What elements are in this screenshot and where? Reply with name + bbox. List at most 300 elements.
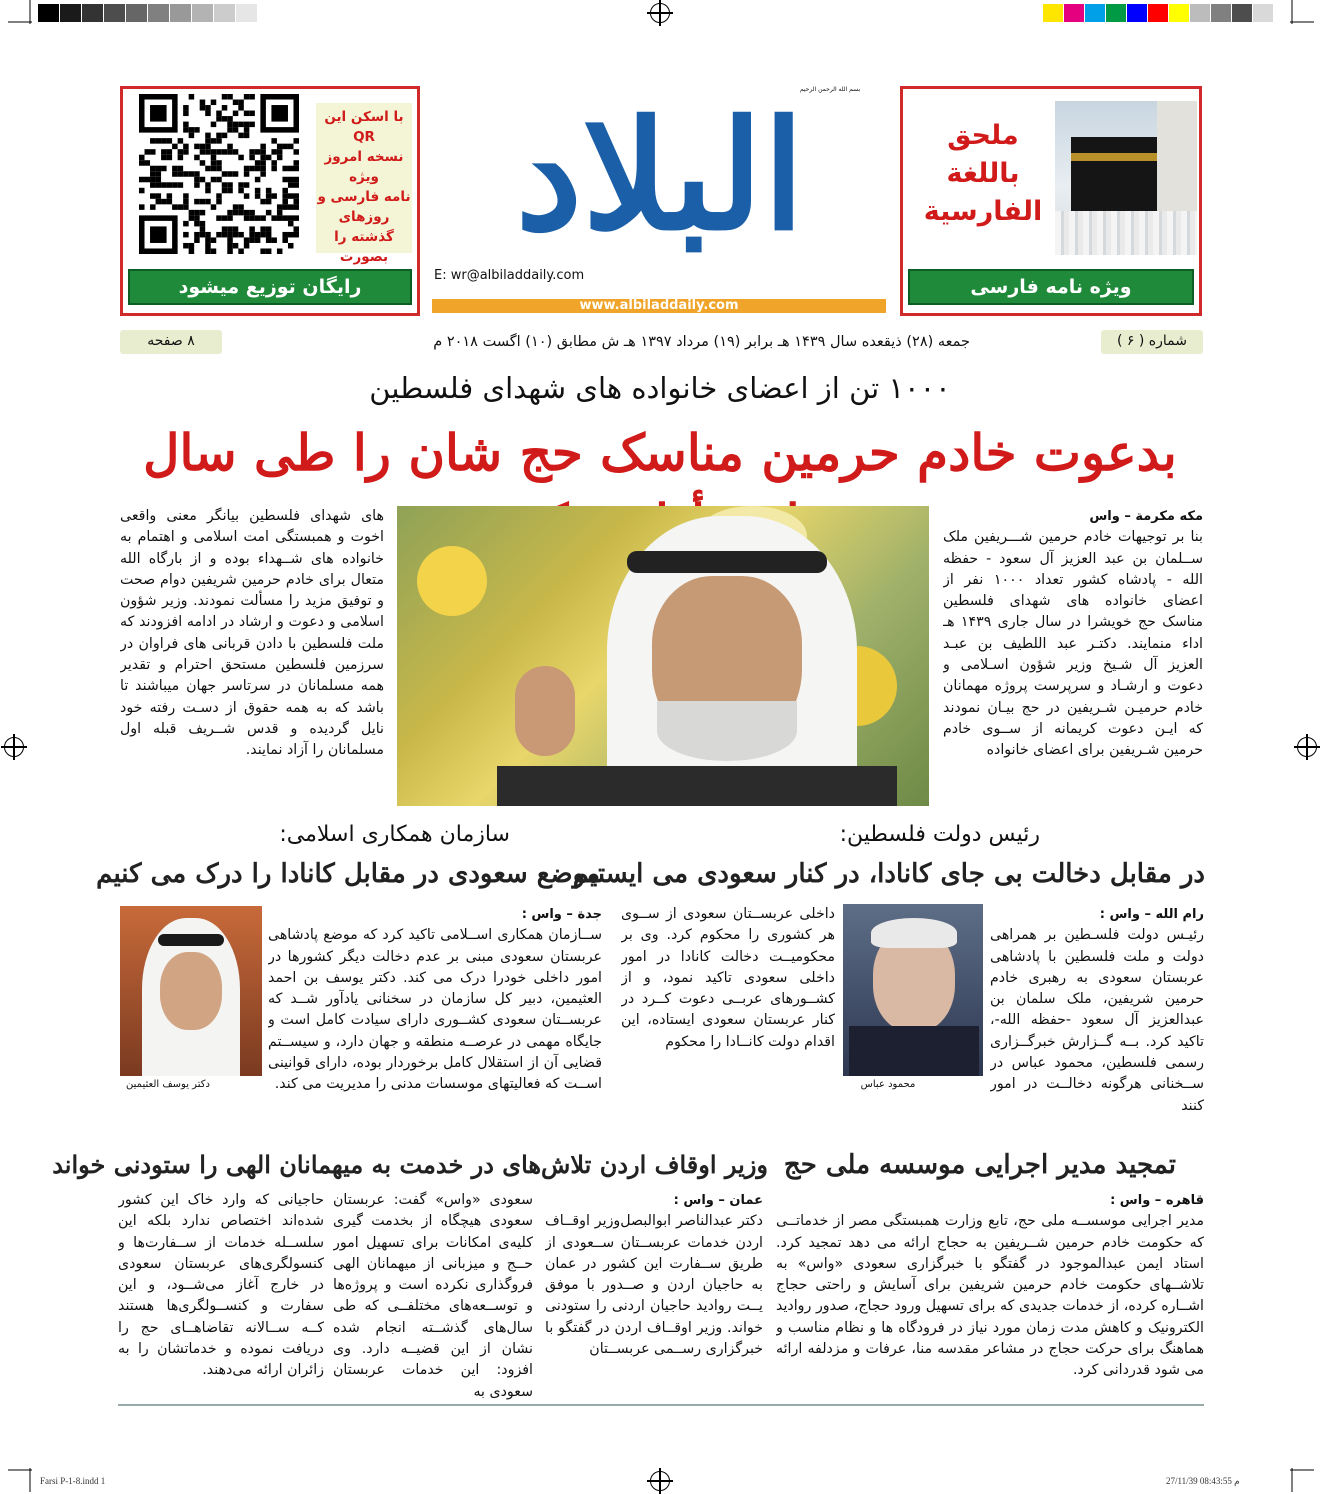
qr-module [227, 232, 233, 238]
oic-dateline: جدة – واس : [521, 907, 602, 922]
qr-module [227, 149, 233, 155]
color-swatch [1190, 4, 1211, 22]
mosque-structure [1157, 101, 1197, 211]
qr-module [260, 149, 266, 155]
qr-module [222, 182, 228, 188]
qr-module [260, 144, 266, 150]
bisht-robe [497, 766, 897, 806]
face [160, 952, 222, 1030]
gray-swatch [82, 4, 104, 22]
color-swatch [1232, 4, 1253, 22]
qr-module [255, 193, 261, 199]
qr-module [194, 155, 200, 161]
qr-module [150, 171, 156, 177]
free-distribution-bar: رایگان توزیع میشود [128, 269, 412, 305]
abbas-kicker: رئیس دولت فلسطین: [839, 822, 1040, 847]
qr-module [178, 155, 184, 161]
qr-module [222, 215, 228, 221]
qr-code[interactable] [128, 94, 310, 254]
qr-module [249, 122, 255, 128]
qr-module [244, 237, 250, 243]
qr-module [233, 226, 239, 232]
qr-module [205, 105, 211, 111]
qr-module [271, 193, 277, 199]
qr-module [244, 166, 250, 172]
qr-module [266, 193, 272, 199]
qr-module [189, 94, 195, 100]
qr-module [205, 237, 211, 243]
qr-text-line: بصورت [339, 249, 389, 265]
supplement-box [900, 86, 1202, 316]
qr-module [233, 232, 239, 238]
color-swatch [1085, 4, 1106, 22]
oic-headline: موضع سعودی در مقابل کانادا را درک می کنیم [96, 859, 600, 889]
qr-module [293, 138, 299, 144]
qr-module [200, 144, 206, 150]
jordan-column-1 [545, 1190, 763, 1400]
qr-module [249, 94, 255, 100]
qr-module [167, 199, 173, 205]
qr-module [244, 182, 250, 188]
qr-module [238, 232, 244, 238]
issue-number: شماره ( ۶ ) [1101, 330, 1203, 354]
qr-module [178, 182, 184, 188]
gray-swatch [148, 4, 170, 22]
qr-module [178, 166, 184, 172]
lead-kicker: ۱۰۰۰ تن از اعضای خانواده های شهدای فلسطین [369, 371, 951, 405]
qr-module [150, 138, 156, 144]
qr-module [216, 232, 222, 238]
qr-finder [150, 105, 167, 122]
hajj-director-headline: تمجید مدیر اجرایی موسسه ملی حج [783, 1150, 1176, 1180]
qr-finder [271, 105, 288, 122]
qr-module [260, 160, 266, 166]
abbas-right-text: رئیـس دولت فلسـطین بر همراهی دولت و ملت فلسطین با پادشاهی عربستان سعودی به رهبری خادم حرمین شریفین، ملک سلمان بن عبدالعزیز آل سعود -حفظه الله-، تاکید کرد. بــه گــزارش خبرگــزاری رسمی فلسطین، محمود عباس در ســخنانی هرگونه دخالــت در امور کنند [990, 927, 1204, 1114]
qr-module [260, 155, 266, 161]
qr-module [205, 243, 211, 249]
qr-module [288, 144, 294, 150]
gray-swatch [126, 4, 148, 22]
qr-module [183, 149, 189, 155]
qr-module [205, 133, 211, 139]
qr-module [194, 144, 200, 150]
qr-module [189, 127, 195, 133]
qr-module [183, 193, 189, 199]
qr-module [277, 149, 283, 155]
qr-module [211, 149, 217, 155]
qr-module [233, 100, 239, 106]
flower-decoration [417, 546, 487, 616]
qr-module [222, 149, 228, 155]
abbas-right-column [990, 904, 1204, 1132]
qr-module [233, 210, 239, 216]
qr-module [282, 166, 288, 172]
mahmoud-abbas-photo [843, 904, 983, 1076]
qr-module [293, 193, 299, 199]
qr-module [200, 232, 206, 238]
qr-module [216, 111, 222, 117]
qr-module [145, 160, 151, 166]
qr-module [194, 177, 200, 183]
qr-module [139, 155, 145, 161]
qr-module [216, 149, 222, 155]
qr-module [222, 94, 228, 100]
qr-module [288, 243, 294, 249]
qr-module [161, 199, 167, 205]
qr-module [156, 177, 162, 183]
page-count: ۸ صفحه [120, 330, 222, 354]
qr-module [150, 182, 156, 188]
qr-module [293, 199, 299, 205]
qr-module [189, 210, 195, 216]
qr-module [233, 127, 239, 133]
pilgrims-crowd [1055, 211, 1197, 255]
color-swatch [1106, 4, 1127, 22]
qr-module [205, 138, 211, 144]
qr-module [271, 237, 277, 243]
qr-module [293, 226, 299, 232]
qr-module [249, 149, 255, 155]
qr-module [238, 204, 244, 210]
qr-module [145, 177, 151, 183]
qr-module [293, 149, 299, 155]
qr-module [211, 204, 217, 210]
qr-module [255, 188, 261, 194]
jordan-column-3 [118, 1190, 324, 1400]
yousef-othaimeen-photo [120, 906, 262, 1076]
qr-module [271, 160, 277, 166]
qr-module [244, 215, 250, 221]
qr-module [277, 144, 283, 150]
grayscale-calibration-bar [38, 4, 280, 22]
abbas-headline: در مقابل دخالت بی جای کانادا، در کنار سعودی می ایستیم [572, 859, 1205, 889]
qr-module [282, 204, 288, 210]
qr-module [227, 127, 233, 133]
qr-module [205, 248, 211, 254]
oic-column [268, 904, 602, 1126]
oic-text: ســازمان همکاری اســلامی تاکید کرد که موضع پادشاهی عربستان سعودی مبنی بر عدم دخالت دیگر کشورها در امور داخلی خودرا درک می کند. دکتر یوسف بن احمد العثیمین، دبیر کل سازمان در سخنانی یادآور شــد که عربســتان سعودی کشــوری دارای سیادت کامل است و جایگاه مهمی در عرصــه منطقه و جهان دارد، و سیســتم قضایی آن از استقلال کامل برخوردار بوده، دارای قوانینی اســت که فعالیتهای موسسات مدنی را مدیریت می کند. [268, 927, 602, 1093]
qr-module [255, 166, 261, 172]
qr-module [183, 127, 189, 133]
qr-module [227, 122, 233, 128]
qr-module [293, 182, 299, 188]
qr-module [266, 210, 272, 216]
abbas-left-text: داخلی عربســتان سعودی از ســوی هر کشوری را محکوم کرد. وی بر محکومیــت دخالت کانادا در امور داخلی سعودی تاکید نمود، و از کشــورهای عربــی دعوت کــرد در کنار عربستان سعودی ایستاده، این اقدام دولت کانــادا را محکوم [621, 906, 835, 1050]
qr-module [200, 149, 206, 155]
qr-module [227, 210, 233, 216]
jordan-dateline: عمان – واس : [673, 1193, 763, 1208]
jordan-text-2: سعودی «واس» گفت: عربستان سعودی هیچگاه از بخدمت گیری کلیه‌ی امکانات برای تسهیل امور حــج و میزبانی از میهمانان الهی فروگذاری نکرده است و پروژه‌ها و توســعه‌های مختلفــی که طی سال‌های گذشــته انجام شده نشان از این قضیــه دارد. وی افزود: این خدمات عربستان سعودی به [333, 1192, 533, 1400]
qr-module [227, 94, 233, 100]
qr-module [277, 210, 283, 216]
qr-module [156, 193, 162, 199]
qr-module [150, 177, 156, 183]
jordan-text-1: دکتر عبدالناصر ابوالبصل‌وزیر اوقــاف اردن خدمات عربســتان ســعودی از طریق ســفارت این کشور در عمان به حاجیان اردن و صــدور با موفق یــت روادید حاجیان اردنی را ستودنی خواند. وزیر اوقــاف اردن در گفتگو با خبرگزاری رســمی عربســتان [545, 1213, 763, 1358]
agal-band [158, 934, 224, 946]
qr-module [205, 182, 211, 188]
qr-module [244, 133, 250, 139]
qr-module [205, 232, 211, 238]
qr-module [222, 188, 228, 194]
gray-swatch [214, 4, 236, 22]
qr-module [189, 133, 195, 139]
qr-module [249, 232, 255, 238]
qr-module [161, 138, 167, 144]
qr-module [277, 155, 283, 161]
qr-module [255, 232, 261, 238]
abbas-left-column [621, 904, 835, 1112]
gray-swatch [38, 4, 60, 22]
jordan-column-2 [333, 1190, 533, 1400]
qr-module [227, 144, 233, 150]
qr-module [211, 138, 217, 144]
qr-module [233, 122, 239, 128]
qr-module [194, 215, 200, 221]
crop-mark-top-left [8, 0, 32, 24]
qr-module [211, 100, 217, 106]
qr-module [271, 138, 277, 144]
suit [849, 1026, 979, 1076]
qr-module [260, 215, 266, 221]
qr-module [238, 122, 244, 128]
agal-band [627, 551, 827, 573]
qr-module [293, 160, 299, 166]
qr-module [183, 204, 189, 210]
oic-kicker: سازمان همکاری اسلامی: [279, 822, 510, 847]
qr-module [183, 105, 189, 111]
othaimeen-caption: دکتر یوسف العثیمین [126, 1079, 210, 1090]
qr-module [244, 243, 250, 249]
qr-module [150, 204, 156, 210]
qr-module [194, 171, 200, 177]
qr-text-line: روزهای گذشته را [334, 209, 394, 245]
qr-instructions [316, 103, 412, 265]
print-timestamp: 27/11/39 08:43:55 م [1166, 1476, 1240, 1486]
qr-module [200, 226, 206, 232]
qr-module [238, 188, 244, 194]
qr-module [156, 182, 162, 188]
contact-email[interactable]: E: wr@albiladdaily.com [434, 268, 585, 283]
persian-edition-bar: ویژه نامه فارسی [908, 269, 1194, 305]
qr-module [293, 166, 299, 172]
qr-module [238, 100, 244, 106]
qr-module [178, 138, 184, 144]
qr-module [139, 177, 145, 183]
qr-module [156, 199, 162, 205]
qr-module [205, 149, 211, 155]
qr-module [238, 105, 244, 111]
hajj-director-dateline: قاهره – واس : [1110, 1193, 1204, 1208]
qr-module [222, 226, 228, 232]
abbas-dateline: رام الله – واس : [1099, 907, 1204, 922]
qr-module [266, 155, 272, 161]
qr-module [161, 155, 167, 161]
qr-module [189, 215, 195, 221]
qr-module [222, 171, 228, 177]
qr-module [194, 237, 200, 243]
qr-module [167, 182, 173, 188]
qr-module [244, 94, 250, 100]
qr-module [227, 182, 233, 188]
qr-module [266, 232, 272, 238]
qr-module [150, 149, 156, 155]
color-swatch [1043, 4, 1064, 22]
qr-module [266, 199, 272, 205]
qr-module [194, 182, 200, 188]
qr-module [178, 204, 184, 210]
gray-swatch [170, 4, 192, 22]
qr-module [244, 193, 250, 199]
color-swatch [1148, 4, 1169, 22]
lead-left-text: های شهدای فلسطین بیانگر معنی واقعی اخوت و همبستگی امت اسلامی و اهتمام به خانواده های شــهداء بوده و از بارگاه الله متعال برای خادم حرمین شریفین دوام صحت و توفیق مزید را مسألت نمودند. وزیر شؤون اسلامی و دعوت و ارشاد در ادامه افزودند که ملت فلسطین با دادن قربانی های فراوان در سرزمین فلسطین مستحق احترام و تقدیر همه مسلمانان در سرتاسر جهان میباشند تا باشد که به همه حقوق از دسـت رفته خود نایل گردیده و قدس شــریف قبله اول مسلمانان را آزاد نمایند. [120, 508, 384, 759]
qr-module [293, 215, 299, 221]
qr-module [183, 111, 189, 117]
qr-module [156, 138, 162, 144]
qr-module [216, 199, 222, 205]
abbas-caption: محمود عباس [860, 1079, 916, 1090]
qr-module [266, 237, 272, 243]
qr-module [282, 232, 288, 238]
qr-module [156, 166, 162, 172]
qr-module [222, 105, 228, 111]
qr-module [150, 193, 156, 199]
qr-module [205, 199, 211, 205]
qr-module [227, 226, 233, 232]
qr-module [183, 243, 189, 249]
website-url-bar[interactable]: www.albiladdaily.com [432, 299, 886, 313]
qr-module [139, 188, 145, 194]
qr-module [172, 144, 178, 150]
qr-module [282, 188, 288, 194]
supplement-title-line: الفارسية [923, 196, 1043, 227]
qr-module [266, 226, 272, 232]
qr-module [244, 210, 250, 216]
jordan-headline: وزیر اوقاف اردن تلاش‌های در خدمت به میهمانان الهی را ستودنی خواند [52, 1150, 768, 1179]
qr-module [211, 160, 217, 166]
qr-module [249, 210, 255, 216]
qr-module [271, 215, 277, 221]
qr-module [216, 160, 222, 166]
qr-module [183, 232, 189, 238]
hair [871, 918, 957, 948]
qr-module [288, 177, 294, 183]
qr-module [277, 248, 283, 254]
qr-module [233, 111, 239, 117]
qr-module [260, 232, 266, 238]
qr-module [216, 193, 222, 199]
qr-module [282, 215, 288, 221]
qr-module [194, 232, 200, 238]
qr-module [216, 166, 222, 172]
qr-module [172, 182, 178, 188]
qr-module [233, 171, 239, 177]
qr-module [244, 127, 250, 133]
supplement-title [913, 117, 1053, 231]
color-swatch [1064, 4, 1085, 22]
qr-module [200, 210, 206, 216]
qr-module [260, 199, 266, 205]
hajj-director-column [776, 1190, 1204, 1400]
qr-module [172, 166, 178, 172]
qr-module [145, 149, 151, 155]
qr-module [161, 149, 167, 155]
qr-module [227, 171, 233, 177]
qr-module [167, 149, 173, 155]
qr-module [189, 243, 195, 249]
qr-module [293, 177, 299, 183]
qr-module [205, 166, 211, 172]
qr-module [233, 149, 239, 155]
registration-mark-left [4, 737, 24, 757]
qr-module [260, 166, 266, 172]
qr-module [211, 177, 217, 183]
gray-swatch [60, 4, 82, 22]
masthead-logo: البلاد [515, 88, 805, 264]
qr-module [238, 210, 244, 216]
qr-module [277, 215, 283, 221]
qr-module [288, 193, 294, 199]
qr-module [194, 221, 200, 227]
qr-module [216, 215, 222, 221]
kaaba-photo [1055, 101, 1197, 255]
qr-module [282, 199, 288, 205]
qr-module [216, 133, 222, 139]
qr-module [271, 166, 277, 172]
qr-module [244, 122, 250, 128]
qr-module [282, 144, 288, 150]
lead-dateline: مکه مکرمة – واس [1089, 509, 1203, 524]
qr-module [227, 116, 233, 122]
supplement-title-line: ملحق [947, 120, 1019, 151]
qr-module [194, 199, 200, 205]
indd-filename: Farsi P-1-8.indd 1 [40, 1476, 106, 1486]
qr-module [211, 248, 217, 254]
qr-module [161, 166, 167, 172]
issue-date: جمعه (۲۸) ذیقعده سال ۱۴۳۹ هـ برابر (۱۹) مرداد ۱۳۹۷ هـ ش مطابق (۱۰) اگست ۲۰۱۸ م [433, 334, 970, 350]
qr-module [222, 116, 228, 122]
qr-module [139, 204, 145, 210]
gray-swatch [258, 4, 280, 22]
lead-right-text: بنا بر توجیهات خادم حرمین شـــریفین ملک ســلمان بن عبد العزیز آل سعود - حفظه الله - پادشاه کشور تعداد ۱۰۰۰ نفر از اعضای خانواده های شهدای فلسطین مناسک حج خویشرا در سال جاری ۱۴۳۹ هـ اداء منمایند. دکتـر عبد اللطیف بن عبـد العزیز آل شـیخ وزیر شؤون اسـلامی و دعوت و ارشـاد و سرپرست پروژه مهمانان خادم حرمیـن شـریفین در حج بیـان نمودند که ایـن دعوت کریمانه از ســوی خادم حرمین شـریفین برای اعضای خانواده [943, 529, 1203, 759]
lead-left-column [120, 506, 384, 798]
supplement-title-line: باللغة [946, 158, 1020, 189]
qr-module [189, 248, 195, 254]
qr-module [260, 248, 266, 254]
qr-module [249, 155, 255, 161]
qr-module [200, 177, 206, 183]
qr-module [255, 177, 261, 183]
qr-module [183, 199, 189, 205]
qr-module [238, 133, 244, 139]
qr-module [216, 177, 222, 183]
qr-module [249, 237, 255, 243]
qr-module [238, 182, 244, 188]
qr-text-line: با اسکن این QR [324, 109, 404, 145]
qr-module [200, 105, 206, 111]
crop-mark-top-right [1290, 0, 1314, 24]
qr-module [288, 232, 294, 238]
qr-module [183, 122, 189, 128]
qr-module [183, 171, 189, 177]
qr-module [205, 144, 211, 150]
qr-module [255, 237, 261, 243]
qr-module [139, 160, 145, 166]
qr-module [161, 182, 167, 188]
qr-module [249, 226, 255, 232]
qr-module [271, 149, 277, 155]
lead-right-column [943, 506, 1203, 798]
crop-mark-bottom-right [1290, 1468, 1314, 1492]
